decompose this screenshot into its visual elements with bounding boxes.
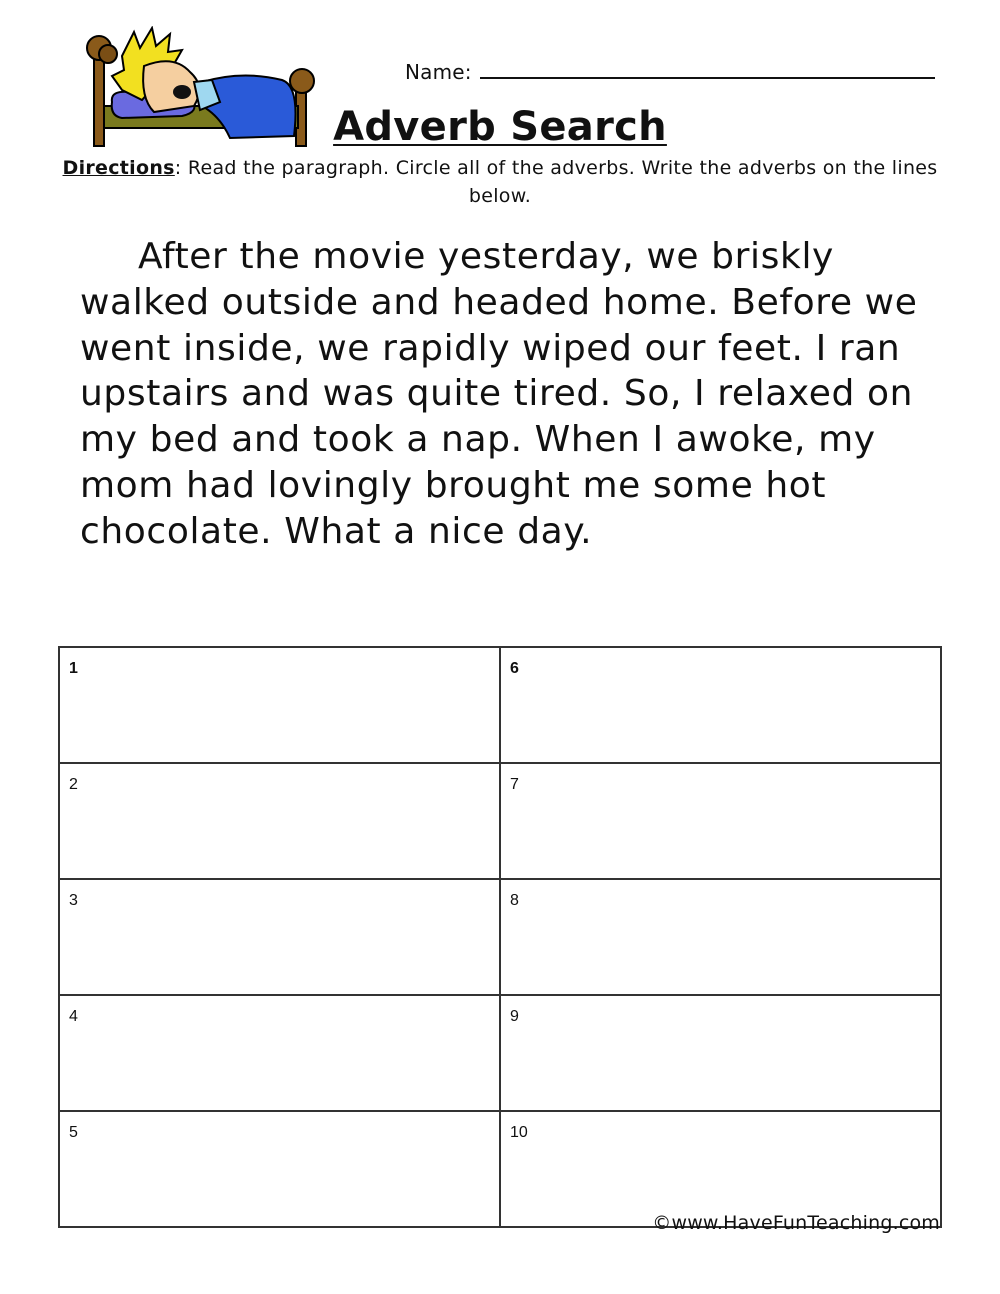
name-line[interactable] <box>480 61 935 79</box>
table-row <box>59 763 941 879</box>
table-row <box>59 1111 941 1227</box>
cell-number: 4 <box>69 1008 78 1025</box>
answer-cell[interactable] <box>500 1111 941 1227</box>
answer-cell[interactable] <box>500 879 941 995</box>
directions-label: Directions <box>62 157 175 179</box>
cell-number: 10 <box>510 1124 528 1141</box>
name-label: Name: <box>405 60 472 84</box>
cell-number: 8 <box>510 892 519 909</box>
cell-number: 6 <box>510 660 519 677</box>
answer-table <box>58 646 942 1228</box>
directions <box>60 154 940 210</box>
reading-paragraph: After the movie yesterday, we briskly walked outside and headed home. Before we went inside, we rapidly wiped our feet. I ran upstairs and was quite tired. So, I relaxed on my bed and took a nap. When I awoke, my mom had lovingly brought me some hot chocolate. What a nice day. <box>80 236 918 552</box>
answer-cell[interactable] <box>59 879 500 995</box>
page-title: Adverb Search <box>333 104 667 150</box>
cell-number: 1 <box>69 660 78 677</box>
cell-number: 3 <box>69 892 78 909</box>
table-row <box>59 879 941 995</box>
directions-text: : Read the paragraph. Circle all of the adverbs. Write the adverbs on the lines below. <box>174 157 938 207</box>
table-row <box>59 995 941 1111</box>
answer-cell[interactable] <box>500 995 941 1111</box>
cell-number: 5 <box>69 1124 78 1141</box>
cell-number: 9 <box>510 1008 519 1025</box>
answer-cell[interactable] <box>59 647 500 763</box>
copyright-footer: ©www.HaveFunTeaching.com <box>652 1212 940 1234</box>
cell-number: 2 <box>69 776 78 793</box>
cell-number: 7 <box>510 776 519 793</box>
answer-cell[interactable] <box>500 763 941 879</box>
answer-cell[interactable] <box>59 995 500 1111</box>
answer-cell[interactable] <box>59 763 500 879</box>
answer-cell[interactable] <box>59 1111 500 1227</box>
name-field[interactable] <box>405 60 935 84</box>
table-row <box>59 647 941 763</box>
answer-cell[interactable] <box>500 647 941 763</box>
